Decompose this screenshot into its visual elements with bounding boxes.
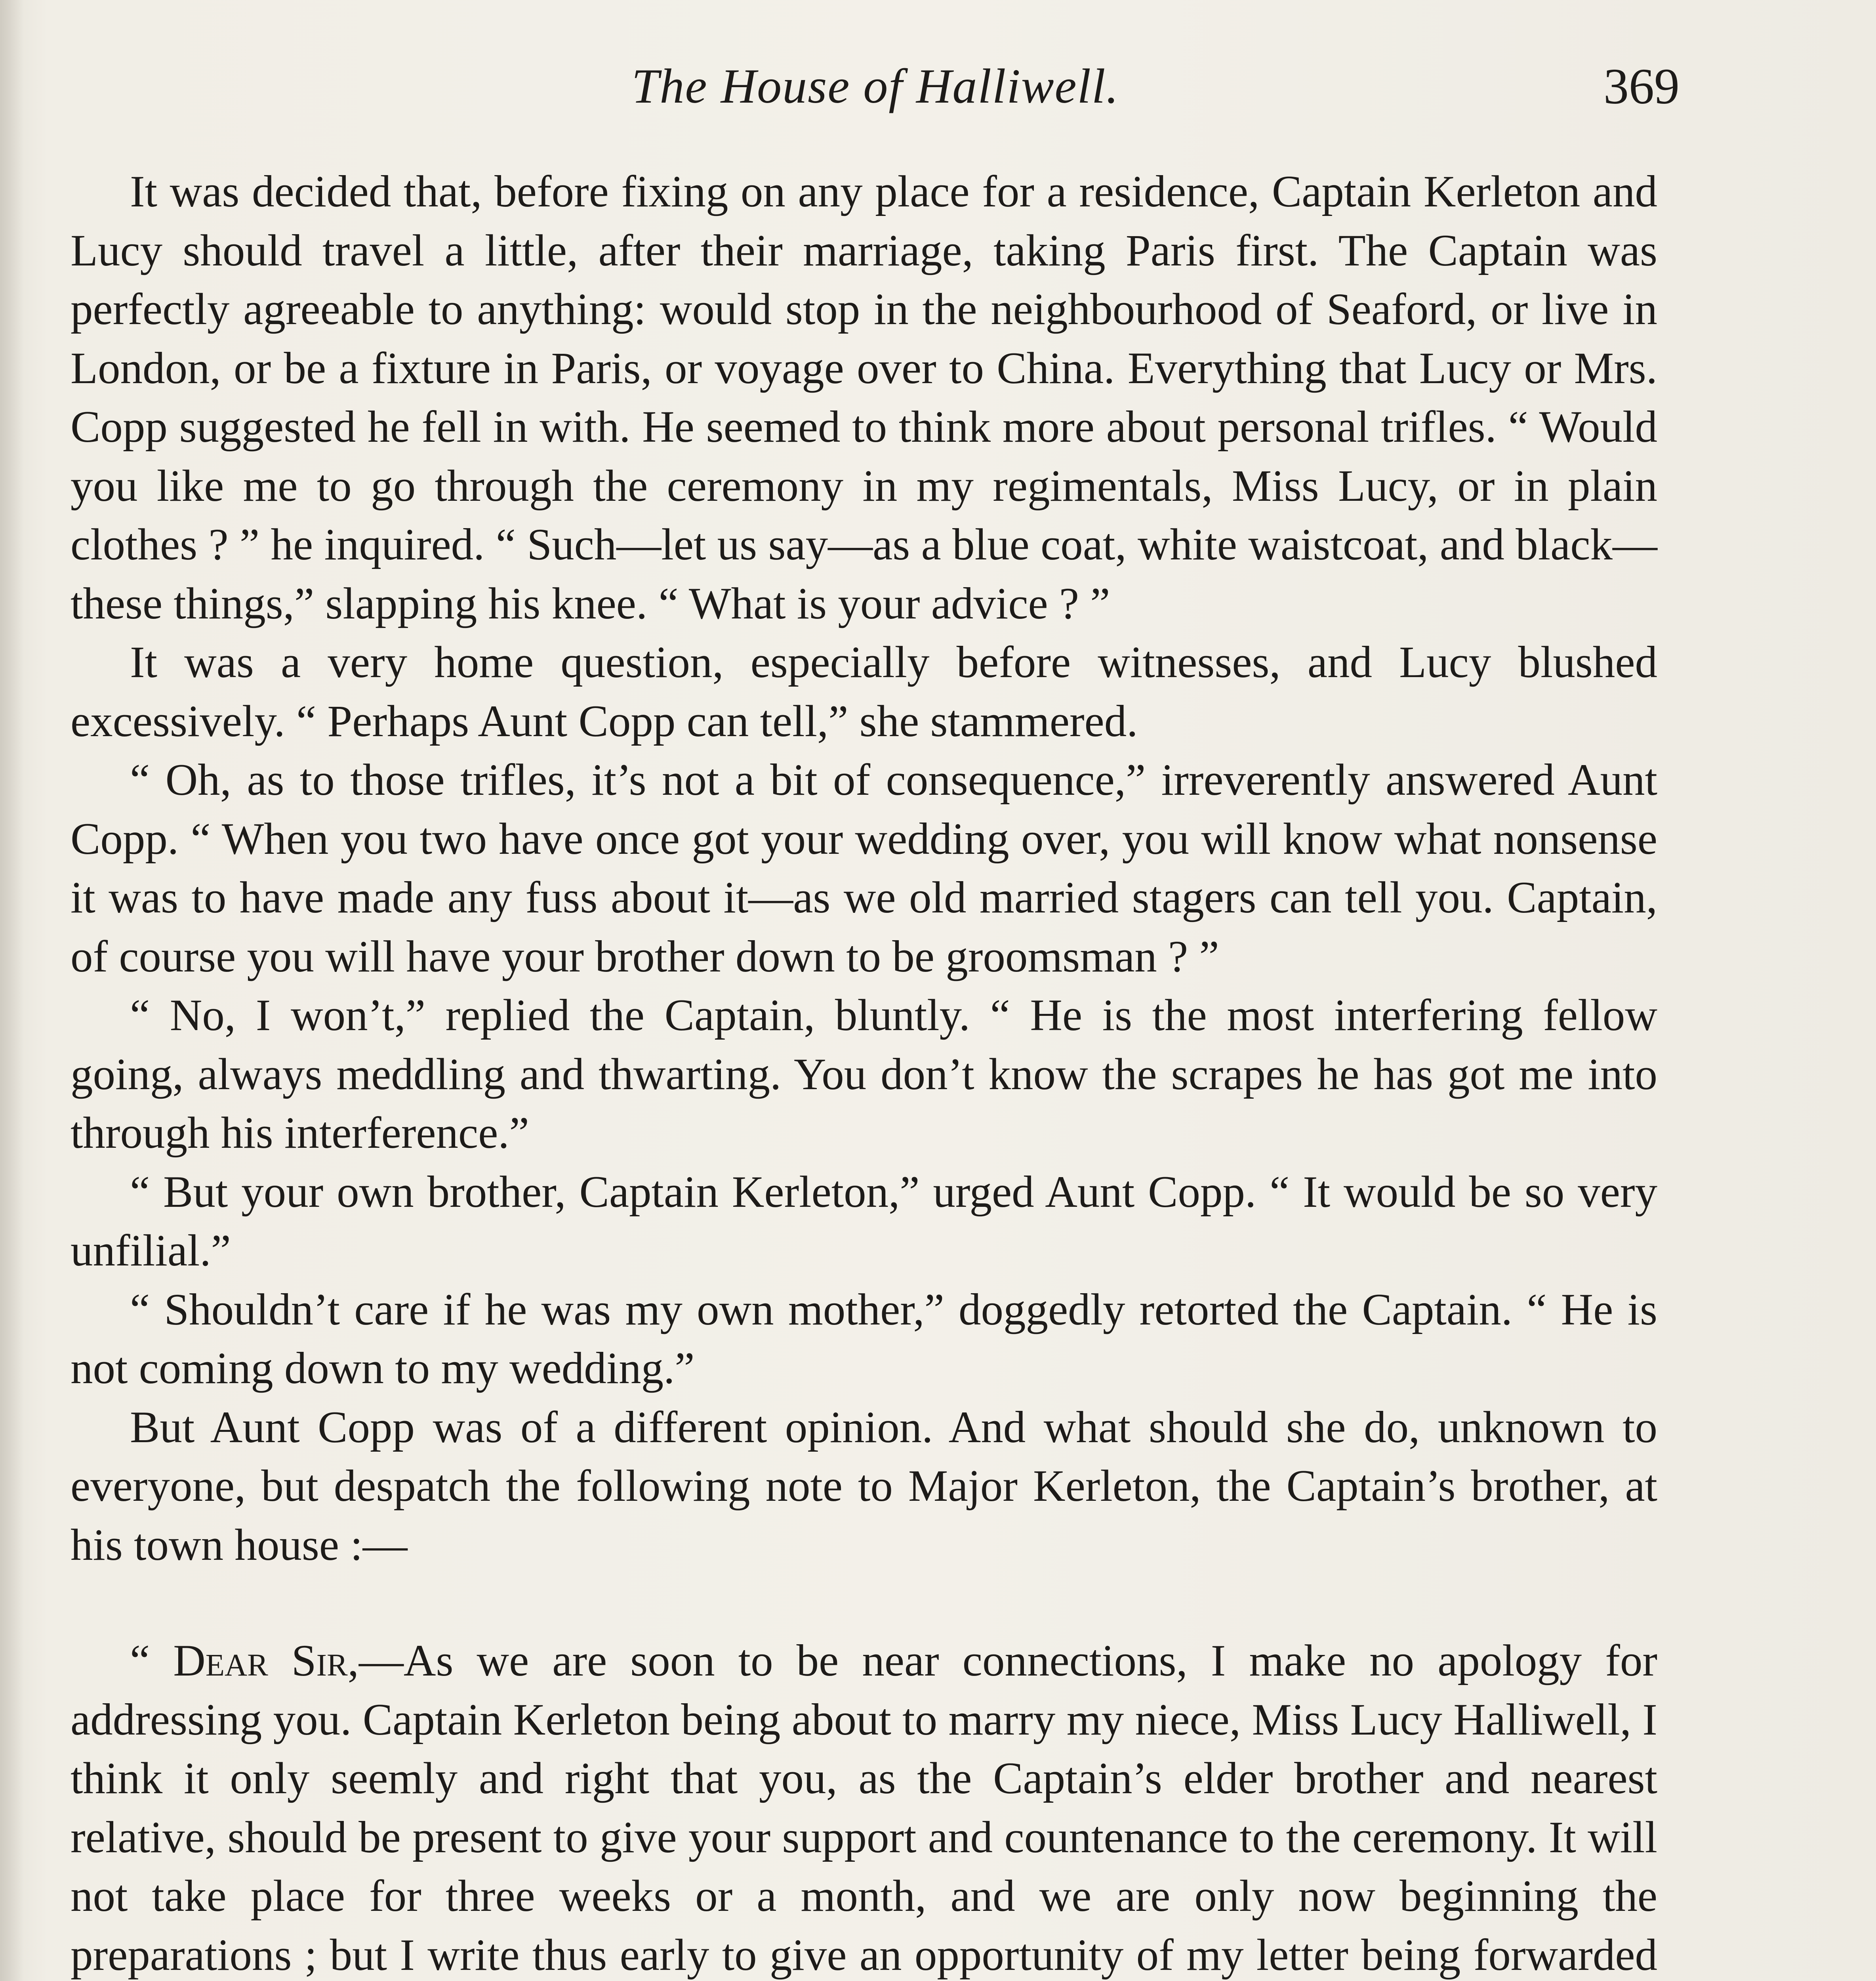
paragraph: “ Oh, as to those trifles, it’s not a bit of consequence,” irreverently answered Aunt Copp. “ When you two have once got your wedding over, you will know what nonsense it was to have made any fuss about it—as we old married stagers can tell you. Captain, of course you will have your brother down to be groomsman ? ” — [71, 755, 1657, 981]
paragraph: “ No, I won’t,” replied the Captain, bluntly. “ He is the most interfering fellow going, always meddling and thwarting. You don’t know the scrapes he has got me into through his interference.” — [71, 990, 1657, 1158]
page-number: 369 — [1603, 58, 1680, 115]
page-header — [71, 47, 1680, 126]
letter-salutation: Dear Sir — [173, 1636, 348, 1685]
paragraph: “ Shouldn’t care if he was my own mother,” doggedly retorted the Captain. “ He is not coming down to my wedding.” — [71, 1284, 1657, 1393]
paragraph: “ But your own brother, Captain Kerleton,” urged Aunt Copp. “ It would be so very unfilial.” — [71, 1167, 1657, 1275]
paragraph: It was decided that, before fixing on any place for a residence, Captain Kerleton and Lucy should travel a little, after their marriage, taking Paris first. The Captain was perfectly agreeable to anything: would stop in the neighbourhood of Seaford, or live in London, or be a fixture in Paris, or voyage over to China. Everything that Lucy or Mrs. Copp suggested he fell in with. He seemed to think more about personal trifles. “ Would you like me to go through the ceremony in my regimentals, Miss Lucy, or in plain clothes ? ” he inquired. “ Such—let us say—as a blue coat, white waistcoat, and black—these things,” slapping his knee. “ What is your advice ? ” — [71, 167, 1657, 628]
page-gutter-shadow — [0, 0, 24, 1981]
running-title: The House of Halliwell. — [631, 59, 1119, 113]
body-text — [71, 162, 1657, 1981]
letter-body: “ Dear Sir,—As we are soon to be near connections, I make no apology for addressing you. Captain Kerleton being about to marry my niece, Miss Lucy Halliwell, I think it only seemly and right that you, as the Captain’s elder brother and nearest relative, should be present to give your support and countenance to the ceremony. It will not take place for three weeks or a month, and we are only now beginning the preparations ; but I write thus early to give an opportunity of my letter being forwarded — [71, 1632, 1657, 1981]
letter-text: ,—As we are soon to be near connections, I make no apology for addressing you. Captain Kerleton being about to marry my niece, Miss Lucy Halliwell, I think it only seemly and right that you, as the Captain’s elder brother and nearest relative, should be present to give your support and countenance to the ceremony. It will not take place for three weeks or a month, and we are only now beginning the preparations ; but I write thus early to give an opportunity of my letter being forwarded — [71, 1636, 1658, 1980]
paragraph: It was a very home question, especially before witnesses, and Lucy blushed excessively. “ Perhaps Aunt Copp can tell,” she stammered. — [71, 637, 1657, 746]
paragraph: But Aunt Copp was of a different opinion. And what should she do, unknown to everyone, but despatch the following note to Major Kerleton, the Captain’s brother, at his town house :— — [71, 1402, 1657, 1570]
